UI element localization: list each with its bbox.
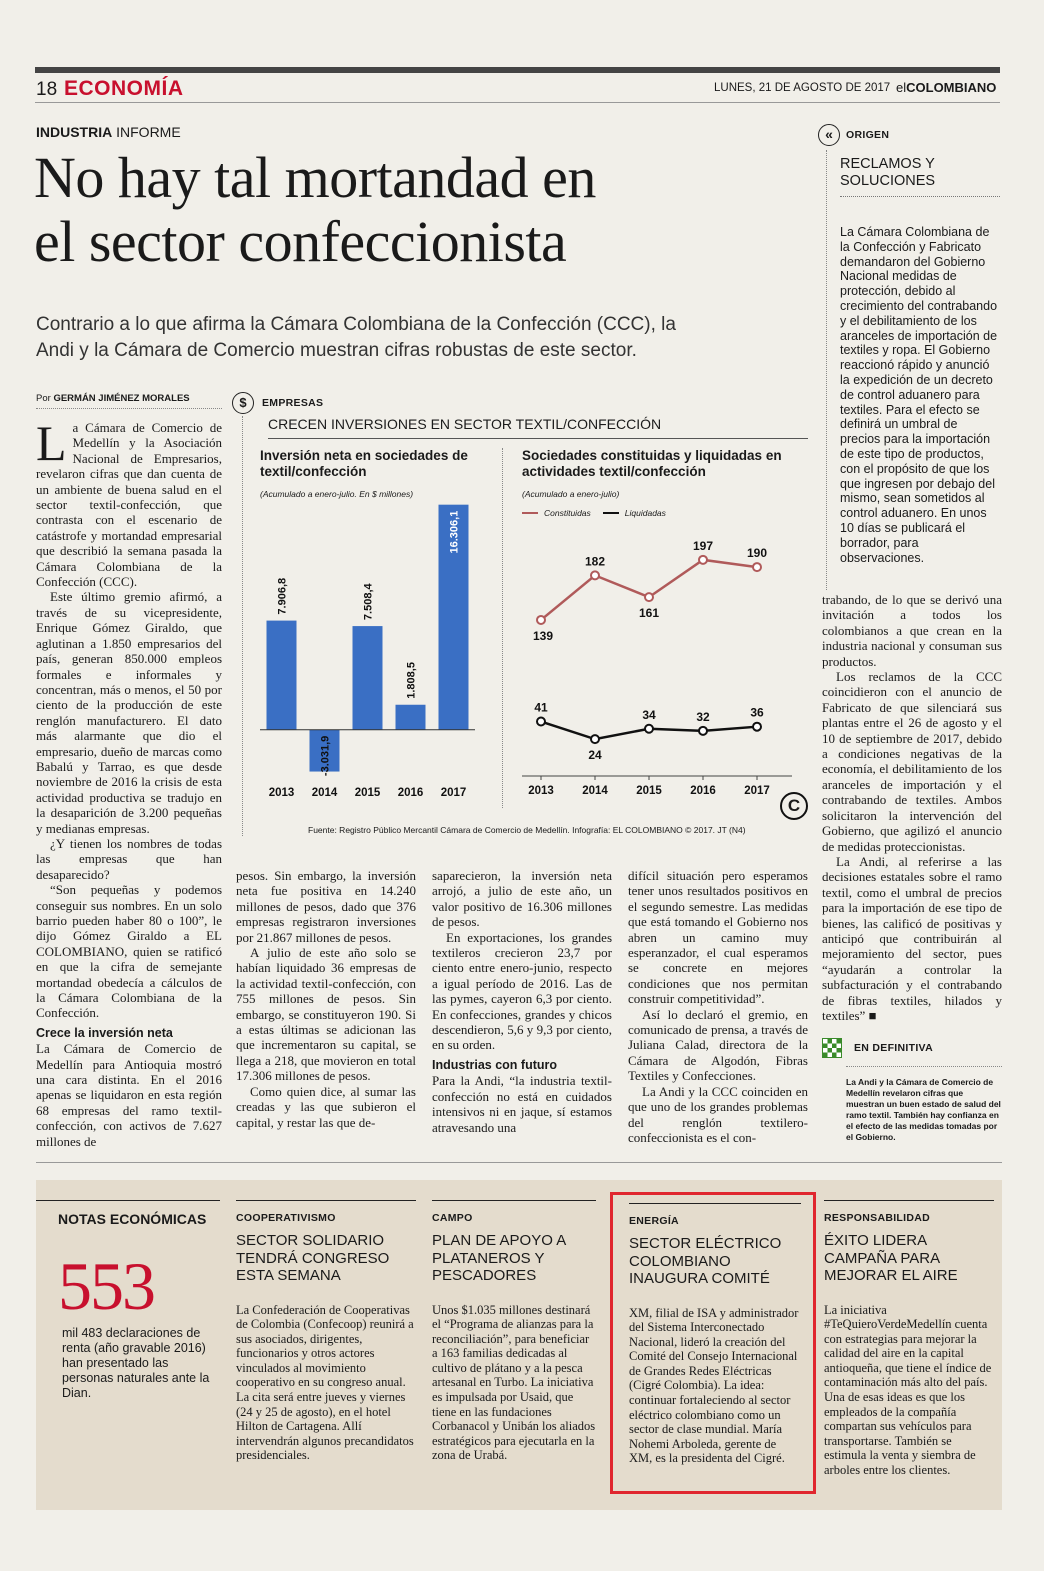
header-bottom-rule — [35, 102, 1000, 103]
origen-sidebar — [818, 124, 1000, 564]
infographic-logo: C — [780, 792, 808, 820]
nota-body-3: XM, filial de ISA y administrador del Sistema Interconectado Nacional, lideró la creación del Comité del Consejo Internacional de Grandes Redes Eléctricas (Cigré Colombia). La idea: continuar fortaleciendo al sector eléctrico colombiano como un sector de clase mundial. María Nohemi Arboleda, gerente de XM, es la presidenta del Cigré. — [629, 1305, 799, 1466]
point-liquidadas-2013 — [537, 718, 545, 726]
legend-constituidas: Constituidas — [544, 508, 591, 518]
line-chart-subtitle: (Acumulado a enero-julio) — [522, 489, 620, 499]
point-label-constituidas-2016: 197 — [692, 538, 714, 553]
bar-label-2016: 1.808,5 — [405, 662, 418, 699]
bar-label-2013: 7.906,8 — [276, 577, 289, 615]
dropcap: L — [36, 415, 67, 471]
col5-paragraph-2: Los reclamos de la CCC coincidieron con el anuncio de Fabricato de que silenciará sus plantas entre el 26 de agosto y el 10 de septiembre de 2017, debido a condiciones negativas de la economía, el debilitamiento de los aranceles de importación y el contrabando de textiles. Ambos solicitaron la intervención del Gobierno, que agilizó el anuncio de medidas proteccionistas. — [822, 669, 1002, 854]
nota-title-3: SECTOR ELÉCTRICO COLOMBIANO INAUGURA COMITÉ — [629, 1235, 782, 1287]
col5-paragraph-1: trabando, de lo que se derivó una invitación a todos los colombianos a que crean en la industria nacional y consuman sus productos. — [822, 592, 1002, 669]
point-constituidas-2014 — [591, 571, 599, 579]
notas-big-text: mil 483 declaraciones de renta (año gravable 2016) han presentado las personas naturales ante la Dian. — [62, 1326, 210, 1400]
point-constituidas-2016 — [699, 556, 707, 564]
headline-line-1: No hay tal mortandad en — [34, 145, 596, 210]
bar-label-2015: 7.508,4 — [362, 583, 375, 621]
bar-xtick-2017: 2017 — [440, 787, 467, 799]
nota-item-energia — [610, 1192, 816, 1494]
col1-paragraph-4: “Son pequeñas y podemos conseguir sus nombres. En un solo barrio pueden haber 80 o 100”, le dijo Gómez Giraldo a EL COLOMBIANO, quien se ratificó en que la cifra de semejante mortandad obedecía a cálculos de la Cámara Colombiana de la Confección. — [36, 882, 222, 1021]
col1-paragraph-3: ¿Y tienen los nombres de todas las empresas que han desaparecido? — [36, 835, 222, 882]
nota-item-responsabilidad — [824, 1180, 994, 1478]
col1-paragraph-5: La Cámara de Comercio de Medellín para Antioquia mostró una cara distinta. En el 2016 apenas se liquidaron en esta región 68 empresas del ramo textil-confección, con activos de 7.627 millones de — [36, 1041, 222, 1149]
point-label-liquidadas-2013: 41 — [534, 700, 548, 715]
origen-title: RECLAMOS Y SOLUCIONES — [840, 156, 936, 189]
byline — [36, 393, 190, 404]
col4-paragraph-3: La Andi y la CCC coinciden en que uno de los grandes problemas del renglón textilero-confeccionista es el con- — [628, 1083, 808, 1145]
headline-line-2: el sector confeccionista — [34, 209, 567, 274]
bar-xtick-2015: 2015 — [354, 787, 381, 799]
line-xtick-2015: 2015 — [636, 785, 662, 797]
notas-header: NOTAS ECONÓMICAS — [58, 1211, 207, 1227]
origen-divider — [840, 196, 1000, 197]
definitiva-rule — [846, 1066, 1002, 1067]
line-xtick-2013: 2013 — [528, 785, 554, 797]
nota-title-1: SECTOR SOLIDARIO TENDRÁ CONGRESO ESTA SEMANA — [236, 1232, 390, 1284]
point-liquidadas-2015 — [645, 725, 653, 733]
line-xtick-2014: 2014 — [582, 785, 608, 797]
col2-paragraph-3: Como quien dice, al sumar las creadas y las que subieron el capital, y restar las que de- — [236, 1083, 416, 1130]
origen-header — [818, 124, 1000, 146]
header-top-rule — [35, 67, 1000, 73]
nota-kicker-3: ENERGÍA — [629, 1215, 679, 1227]
bar-2015 — [353, 626, 383, 730]
article-column-1 — [36, 415, 222, 1149]
bar-xtick-2014: 2014 — [311, 787, 338, 799]
origen-body: La Cámara Colombiana de la Confección y Fabricato demandaron del Gobierno Nacional medidas de protección, debido al crecimiento del contrabando y el debilitamiento de los aranceles de importación de textiles y ropa. El Gobierno reaccionó rápido y anunció la expedición de un decreto de control aduanero para textiles. Para el efecto se definirá un umbral de precios para la importación de este tipo de productos, con el propósito de que los que ingresen por debajo del mismo, sean sometidos al control aduanero. En unos 10 días se publicará el borrador, para observaciones. — [840, 225, 998, 565]
col3-subhead: Industrias con futuro — [432, 1057, 557, 1072]
infographic-title-rule — [268, 438, 808, 439]
nota-kicker-2: CAMPO — [432, 1212, 473, 1224]
article-kicker — [36, 124, 181, 140]
nota-item-campo — [432, 1180, 596, 1463]
nota-body-2: Unos $1.035 millones destinará el “Programa de alianzas para la reconciliación”, para beneficiar a 163 familias dedicadas al cultivo de plátano y a la pesca artesanal en Turbo. La iniciativa es impulsada por Usaid, que tiene en las fundaciones Corbanacol y Unibán los aliados estratégicos para ejecutarla en la zona de Urabá. — [432, 1302, 596, 1463]
notas-col-0 — [36, 1180, 220, 1510]
infographic — [232, 392, 810, 842]
nota-title-2: PLAN DE APOYO A PLATANEROS Y PESCADORES — [432, 1232, 566, 1284]
section-name: ECONOMÍA — [64, 77, 184, 100]
col2-paragraph-1: pesos. Sin embargo, la inversión neta fue positiva en 14.240 millones de pesos, dado que 376 empresas registraron inversiones por 21.867 millones de pesos. — [236, 868, 416, 945]
point-label-liquidadas-2014: 24 — [588, 748, 602, 763]
col4-paragraph-1: difícil situación pero esperamos tener unos resultados positivos en el segundo semestre. Las medidas que está tomando el Gobierno nos abren un camino muy esperanzador, el cual esperamos se concrete en mejores condiciones que nos permitan construir competitividad”. — [628, 868, 808, 1007]
nota-item-cooperativismo — [236, 1180, 416, 1463]
article-column-2 — [236, 868, 416, 1130]
legend-swatch-liquidadas — [603, 512, 619, 514]
point-label-constituidas-2017: 190 — [746, 546, 768, 561]
byline-name: GERMÁN JIMÉNEZ MORALES — [53, 393, 190, 404]
charts-divider — [502, 448, 503, 808]
byline-prefix: Por — [36, 393, 51, 404]
kicker-light: INFORME — [116, 124, 181, 140]
bar-chart-subtitle: (Acumulado a enero-julio. En $ millones) — [260, 489, 414, 499]
issue-date: LUNES, 21 DE AGOSTO DE 2017 — [714, 82, 891, 94]
bar-2016 — [396, 705, 426, 730]
nota-rule-3 — [629, 1203, 801, 1204]
article-column-3 — [432, 868, 612, 1135]
point-label-liquidadas-2015: 34 — [642, 707, 656, 722]
lead-paragraph — [36, 415, 222, 590]
point-constituidas-2015 — [645, 593, 653, 601]
lead-text: a Cámara de Comercio de Medellín y la Asociación Nacional de Empresarios, revelaron cifras que dan cuenta de un ambiente de buena salud en el sector textil-confección, que contrasta con el escenario de catástrofe y mortandad empresarial que describió la semana pasada la Cámara Colombiana de la Confección (CCC). — [36, 420, 222, 590]
deck-line-2: Andi y la Cámara de Comercio muestran cifras robustas de este sector. — [36, 340, 637, 361]
col1-paragraph-2: Este último gremio afirmó, a través de su vicepresidente, Enrique Gómez Giraldo, que aglutinan a 1.850 empresarios del país, generan 850.000 empleos formales e informales y concentran, más o menos, el 50 por ciento de la producción de este renglón manufacturero. El dato más alarmante que dio el empresario, dueño de marcas como Babalú y Tarrao, es que desde noviembre de 2016 la crisis de esta actividad productiva se tradujo en la desaparición de 3.200 pequeñas y medianas empresas. — [36, 589, 222, 836]
masthead-logo — [896, 80, 996, 95]
bar-chart-title: Inversión neta en sociedades de textil/confección — [260, 448, 468, 479]
nota-rule-2 — [432, 1200, 596, 1201]
line-chart-legend — [522, 508, 666, 518]
point-liquidadas-2017 — [753, 723, 761, 731]
byline-rule — [36, 408, 222, 409]
definitiva-box — [822, 1038, 1002, 1143]
point-label-liquidadas-2016: 32 — [696, 709, 710, 724]
bar-chart — [260, 502, 475, 812]
kicker-bold: INDUSTRIA — [36, 124, 113, 140]
line-chart-title: Sociedades constituidas y liquidadas en actividades textil/confección — [522, 448, 782, 479]
nota-kicker-1: COOPERATIVISMO — [236, 1212, 336, 1224]
checker-icon — [822, 1038, 842, 1058]
definitiva-header — [822, 1038, 1002, 1058]
nota-body-4: La iniciativa #TeQuieroVerdeMedellín cuenta con estrategias para mejorar la calidad del aire en la capital antioqueña, que tiene el índice de contaminación más alto del país. Una de esas ideas es que los empleados de la compañía compartan sus vehículos para transportarse. También se estimula la venta y siembra de arboles entre los clientes. — [824, 1302, 992, 1478]
notas-big-number: 553 — [58, 1248, 154, 1324]
deck-line-1: Contrario a lo que afirma la Cámara Colombiana de la Confección (CCC), la — [36, 314, 676, 335]
legend-liquidadas: Liquidadas — [624, 508, 666, 518]
col3-paragraph-1: saparecieron, la inversión neta arrojó, a julio de este año, un valor positivo de 16.306 millones de pesos. — [432, 868, 612, 930]
line-chart — [522, 524, 792, 812]
col5-paragraph-3: La Andi, al referirse a las decisiones estatales sobre el ramo textil, como el umbral de precios para la importación de ese tipo de bienes, las calificó de positivas y anticipó que contribuirán al mejoramiento del sector, pues “ayudarán a controlar la subfacturación y el contrabando de fibras textiles, hilados y textiles” ■ — [822, 853, 1002, 1023]
article-column-5 — [822, 592, 1002, 1023]
double-chevron-left-icon: « — [818, 124, 840, 146]
bar-xtick-2013: 2013 — [268, 787, 295, 799]
notas-separator — [36, 1162, 1002, 1163]
article-column-4 — [628, 868, 808, 1145]
deck — [36, 312, 676, 364]
infographic-label: EMPRESAS — [262, 397, 324, 409]
nota-body-1: La Confederación de Cooperativas de Colombia (Confecoop) reunirá a sus asociados, dirigentes, funcionarios y otros actores vinculados al movimiento cooperativo en su congreso anual. La cita será entre jueves y viernes (24 y 25 de agosto), en el hotel Hilton de Cartagena. Allí intervendrán algunos precandidatos presidenciales. — [236, 1302, 414, 1463]
point-label-constituidas-2015: 161 — [638, 606, 660, 621]
dollar-icon: $ — [232, 392, 254, 414]
bar-xtick-2016: 2016 — [397, 787, 424, 799]
origen-label: ORIGEN — [846, 129, 890, 141]
bar-2013 — [267, 621, 297, 730]
col4-paragraph-2: Así lo declaró el gremio, en comunicado de prensa, a través de Juliana Calad, directora de la Cámara de Algodón, Fibras Textiles y Confecciones. — [628, 1006, 808, 1084]
headline — [34, 146, 596, 274]
definitiva-body: La Andi y la Cámara de Comercio de Medellín revelaron cifras que muestran un buen estado de salud del ramo textil. También hay confianza en el efecto de las medidas tomadas por el Gobierno. — [846, 1077, 1001, 1142]
infographic-left-rule — [242, 416, 243, 836]
col3-paragraph-2: En exportaciones, los grandes textileros crecieron 23,7 por ciento entre enero-junio, respecto a igual período de 2016. Las de las pymes, cayeron 6,3 por ciento. En confecciones, grandes y chicos descendieron, 5,6 y 9,3 por ciento, en su orden. — [432, 929, 612, 1053]
point-label-constituidas-2014: 182 — [584, 554, 606, 569]
bar-label-2014: -3.031,9 — [319, 735, 332, 777]
masthead-name: COLOMBIANO — [906, 80, 997, 95]
legend-swatch-constituidas — [522, 512, 538, 514]
point-label-constituidas-2013: 139 — [532, 628, 554, 643]
nota-rule-1 — [236, 1200, 416, 1201]
point-liquidadas-2014 — [591, 735, 599, 743]
infographic-source: Fuente: Registro Público Mercantil Cámara de Comercio de Medellín. Infografía: EL COLOMBIANO © 2017. JT (N4) — [308, 825, 746, 835]
point-constituidas-2013 — [537, 616, 545, 624]
origen-left-rule — [826, 150, 827, 590]
line-xtick-2016: 2016 — [690, 785, 716, 797]
definitiva-label: EN DEFINITIVA — [854, 1042, 933, 1054]
nota-title-4: ÉXITO LIDERA CAMPAÑA PARA MEJORAR EL AIRE — [824, 1232, 958, 1284]
point-label-liquidadas-2017: 36 — [750, 705, 764, 720]
nota-kicker-4: RESPONSABILIDAD — [824, 1212, 931, 1224]
infographic-title: CRECEN INVERSIONES EN SECTOR TEXTIL/CONFECCIÓN — [268, 416, 662, 432]
infographic-header — [232, 392, 810, 414]
col1-subhead: Crece la inversión neta — [36, 1025, 173, 1040]
line-xtick-2017: 2017 — [744, 785, 770, 797]
col3-paragraph-3: Para la Andi, “la industria textil-confección no está en cuidados intensivos ni en jaque, sí estamos atravesando una — [432, 1073, 612, 1135]
nota-rule-4 — [824, 1200, 994, 1201]
page-number: 18 — [36, 79, 58, 100]
masthead-prefix: el — [896, 80, 907, 95]
point-constituidas-2017 — [753, 563, 761, 571]
bar-label-2017: 16.306,1 — [448, 510, 461, 554]
point-liquidadas-2016 — [699, 727, 707, 735]
notas-header-rule — [36, 1200, 220, 1201]
col2-paragraph-2: A julio de este año solo se habían liquidado 36 empresas de la actividad textil-confección, con 755 millones de pesos. Sin embargo, se constituyeron 190. Si a estas últimas se adicionan las que incrementaron su capital, se llega a 218, que movieron en total 17.306 millones de pesos. — [236, 945, 416, 1084]
